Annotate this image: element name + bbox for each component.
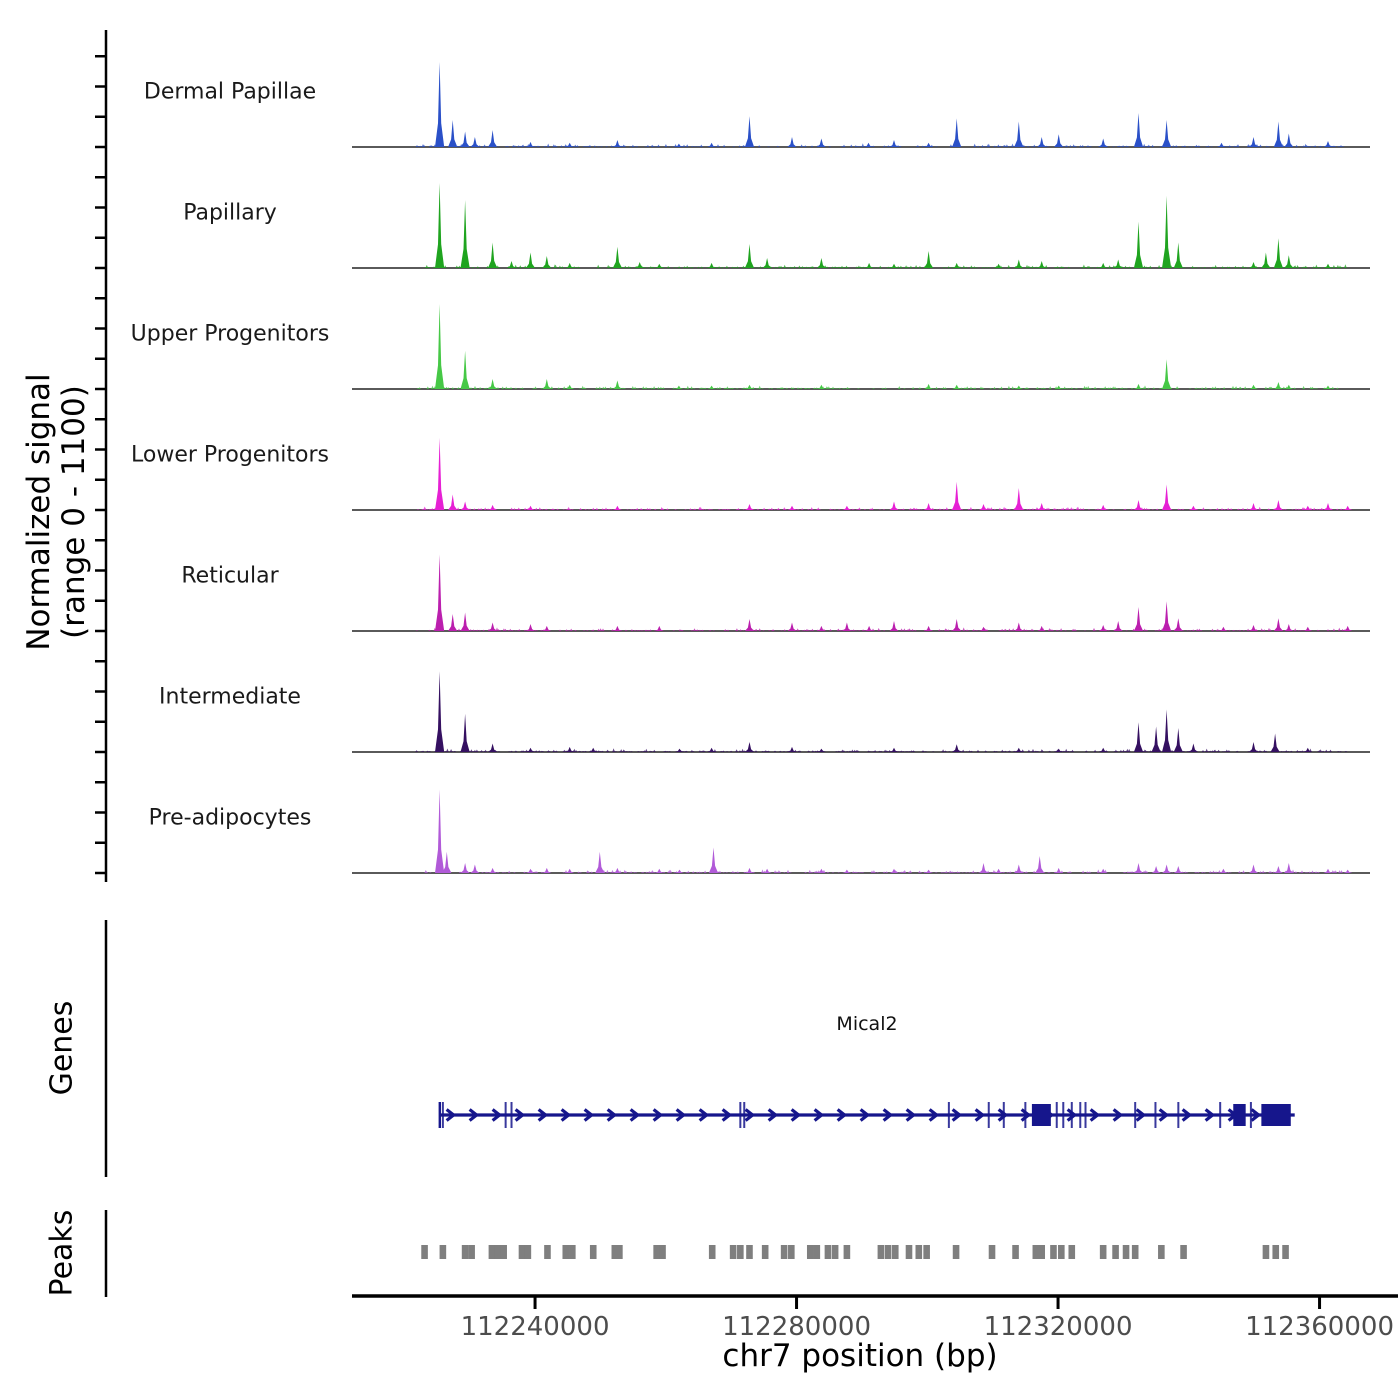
peak-interval-box <box>440 1245 447 1259</box>
track-noise <box>415 748 1347 752</box>
gene-exon-tick <box>511 1102 513 1128</box>
peak-interval-box <box>885 1245 892 1259</box>
signal-track-dermal-papillae <box>352 62 1370 147</box>
gene-exon-tick <box>948 1102 950 1128</box>
peak-interval-box <box>1272 1245 1279 1259</box>
peak-interval-box <box>590 1245 597 1259</box>
peak-interval-box <box>746 1245 753 1259</box>
x-axis-tick-label: 112360000 <box>1245 1312 1394 1342</box>
peak-interval-box <box>500 1245 507 1259</box>
peak-interval-box <box>525 1245 532 1259</box>
track-signal-peaks <box>435 671 1312 752</box>
signal-track-intermediate <box>352 671 1370 752</box>
peak-interval-box <box>1180 1245 1187 1259</box>
peak-interval-box <box>489 1245 496 1259</box>
gene-exon-tick <box>739 1102 741 1128</box>
track-signal-peaks <box>435 62 1333 147</box>
signal-y-axis <box>95 30 106 882</box>
peak-interval-box <box>1050 1245 1057 1259</box>
x-axis-tick-label: 112240000 <box>460 1312 610 1342</box>
peak-interval-box <box>844 1245 851 1259</box>
y-axis-label <box>22 373 92 650</box>
peak-interval-box <box>709 1245 716 1259</box>
y-axis-label-line1: Normalized signal <box>20 373 57 651</box>
peak-interval-box <box>569 1245 576 1259</box>
gene-start-tick <box>439 1102 441 1128</box>
peaks-section-label: Peaks <box>44 1209 80 1297</box>
signal-track-lower-progenitors <box>352 438 1370 510</box>
peak-interval-box <box>562 1245 569 1259</box>
track-label-lower-progenitors: Lower Progenitors <box>131 442 329 468</box>
track-label-upper-progenitors: Upper Progenitors <box>130 321 330 347</box>
peak-interval-box <box>1038 1245 1045 1259</box>
gene-exon-tick <box>988 1102 990 1128</box>
peak-interval-box <box>659 1245 666 1259</box>
peak-interval-box <box>923 1245 930 1259</box>
peak-interval-box <box>544 1245 551 1259</box>
peak-interval-box <box>1263 1245 1270 1259</box>
peak-interval-box <box>1100 1245 1107 1259</box>
peak-interval-box <box>1058 1245 1065 1259</box>
peak-interval-box <box>807 1245 814 1259</box>
track-signal-peaks <box>435 438 1352 510</box>
peak-interval-box <box>832 1245 839 1259</box>
peak-interval-box <box>468 1245 475 1259</box>
peak-interval-box <box>737 1245 744 1259</box>
peak-interval-box <box>814 1245 821 1259</box>
signal-track-papillary <box>352 183 1370 268</box>
peaks-section <box>106 1210 1289 1297</box>
peak-interval-box <box>616 1245 623 1259</box>
peak-interval-box <box>1132 1245 1139 1259</box>
peak-interval-box <box>421 1245 428 1259</box>
gene-exon-tick <box>1071 1102 1073 1128</box>
signal-track-pre-adipocytes <box>352 790 1370 874</box>
x-axis <box>352 1296 1398 1309</box>
track-signal-peaks <box>435 555 1352 632</box>
peak-interval-box <box>906 1245 913 1259</box>
peak-interval-box <box>1068 1245 1075 1259</box>
gene-exon-block <box>1233 1104 1245 1126</box>
peak-interval-box <box>519 1245 526 1259</box>
peak-interval-box <box>730 1245 737 1259</box>
peak-interval-box <box>788 1245 795 1259</box>
track-signal-peaks <box>435 790 1352 874</box>
gene-exon-tick <box>1250 1102 1252 1128</box>
peak-interval-box <box>1158 1245 1165 1259</box>
peak-interval-box <box>989 1245 996 1259</box>
gene-exon-tick <box>1056 1102 1058 1128</box>
peak-interval-box <box>878 1245 885 1259</box>
gene-exon-tick <box>1134 1102 1136 1128</box>
track-signal-peaks <box>435 183 1333 268</box>
track-label-pre-adipocytes: Pre-adipocytes <box>148 805 312 831</box>
gene-exon-tick <box>1219 1102 1221 1128</box>
peak-interval-box <box>494 1245 501 1259</box>
genes-section <box>106 920 1295 1177</box>
x-axis-tick-label: 112320000 <box>983 1312 1133 1342</box>
x-axis-title: chr7 position (bp) <box>722 1338 998 1374</box>
gene-exon-tick <box>1079 1102 1081 1128</box>
gene-exon-tick <box>505 1102 507 1128</box>
peak-interval-box <box>762 1245 769 1259</box>
peak-interval-box <box>1123 1245 1130 1259</box>
track-label-dermal-papillae: Dermal Papillae <box>143 79 317 105</box>
track-label-intermediate: Intermediate <box>159 684 301 710</box>
gene-exon-tick <box>1003 1102 1005 1128</box>
gene-exon-block <box>1032 1104 1051 1126</box>
gene-exon-tick <box>1154 1102 1156 1128</box>
peak-interval-box <box>1012 1245 1019 1259</box>
signal-track-reticular <box>352 555 1370 632</box>
peak-interval-box <box>653 1245 660 1259</box>
gene-exon-tick <box>743 1102 745 1128</box>
gene-exon-block <box>1261 1104 1290 1126</box>
peak-interval-box <box>1033 1245 1040 1259</box>
gene-exon-tick <box>1177 1102 1179 1128</box>
gene-exon-tick <box>442 1102 444 1128</box>
peak-interval-box <box>892 1245 899 1259</box>
track-label-papillary: Papillary <box>183 200 277 226</box>
gene-exon-tick <box>1085 1102 1087 1128</box>
genes-section-label: Genes <box>44 1000 80 1096</box>
peak-interval-box <box>781 1245 788 1259</box>
track-signal-peaks <box>435 304 1333 389</box>
peak-interval-box <box>1282 1245 1289 1259</box>
gene-exon-tick <box>1024 1102 1026 1128</box>
x-axis-tick-label: 112280000 <box>722 1312 871 1342</box>
y-axis-label-line2: (range 0 - 1100) <box>56 385 92 639</box>
track-label-reticular: Reticular <box>181 563 279 589</box>
peak-interval-box <box>916 1245 923 1259</box>
peak-interval-box <box>1112 1245 1119 1259</box>
peak-interval-box <box>462 1245 469 1259</box>
gene-name-label: Mical2 <box>836 1013 898 1035</box>
signal-track-upper-progenitors <box>352 304 1370 389</box>
gene-exon-tick <box>1062 1102 1064 1128</box>
peak-interval-box <box>953 1245 960 1259</box>
peak-interval-box <box>825 1245 832 1259</box>
